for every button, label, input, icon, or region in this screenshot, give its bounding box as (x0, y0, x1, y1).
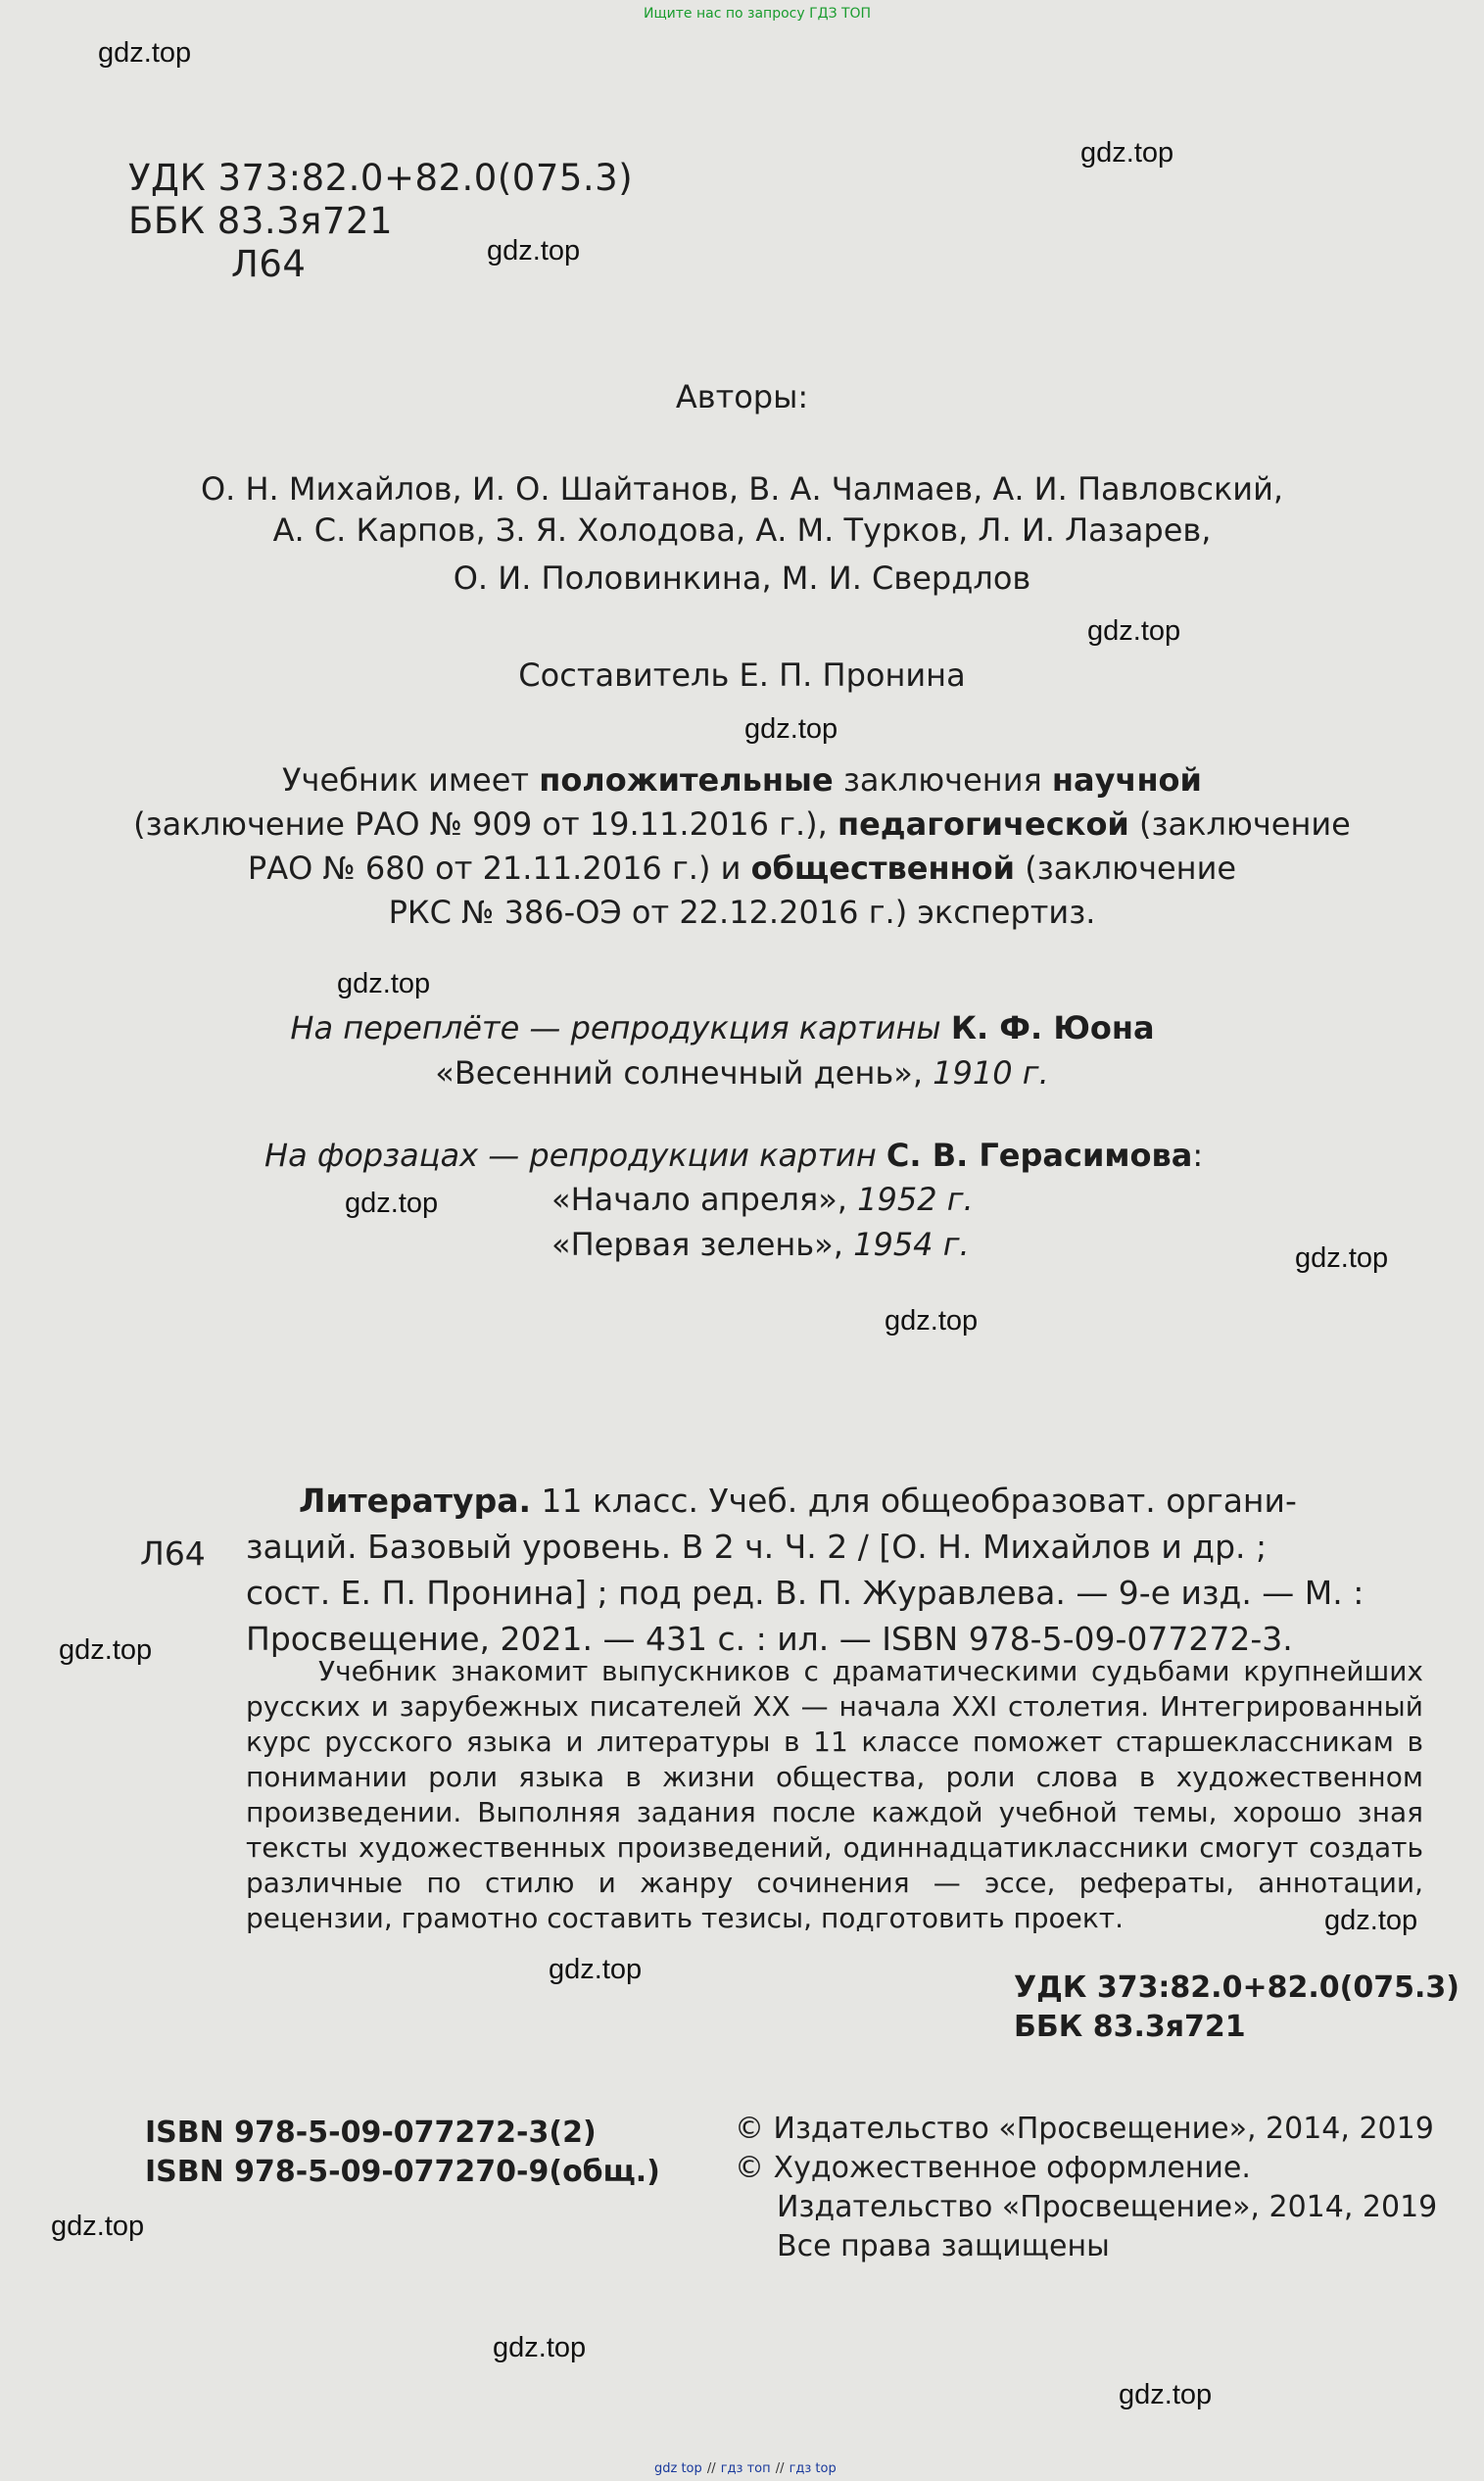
painting-year: 1952 г. (857, 1181, 974, 1218)
cover-artist: К. Ф. Юона (950, 1009, 1155, 1046)
expertise-text: заключения (833, 761, 1052, 799)
painting-title: «Первая зелень», (551, 1226, 854, 1263)
cover-note (0, 1005, 1464, 1050)
cover-year: 1910 г. (933, 1054, 1049, 1092)
watermark: gdz.top (744, 713, 838, 745)
endpapers-text: На форзацах — репродукции картин (264, 1137, 886, 1174)
biblio-line (299, 1478, 1297, 1524)
bbk-code-right: ББК 83.3я721 (1014, 2010, 1246, 2044)
expertise-text: Учебник имеет (282, 761, 540, 799)
udk-code: УДК 373:82.0+82.0(075.3) (128, 157, 634, 199)
biblio-line: сост. Е. П. Пронина] ; под ред. В. П. Журавлева. — 9-е изд. — М. : (246, 1574, 1364, 1612)
watermark: gdz.top (1087, 615, 1181, 647)
expertise-bold: педагогической (837, 805, 1129, 843)
cover-painting: «Весенний солнечный день», (435, 1054, 933, 1092)
expertise-line (0, 802, 1484, 847)
endpapers-note (264, 1133, 1203, 1178)
watermark: gdz.top (1119, 2379, 1213, 2410)
watermark: gdz.top (59, 1634, 153, 1666)
expertise-text: (заключение РАО № 909 от 19.11.2016 г.), (133, 805, 838, 843)
cover-note (0, 1050, 1484, 1095)
footer-link[interactable]: gdz top (654, 2461, 702, 2476)
expertise-bold: общественной (750, 850, 1016, 887)
expertise-text: РАО № 680 от 21.11.2016 г.) и (247, 850, 751, 887)
biblio-code: Л64 (140, 1534, 206, 1573)
expertise-text: (заключение (1015, 850, 1237, 887)
footer-separator: // (706, 2461, 716, 2476)
expertise-text: (заключение (1128, 805, 1351, 843)
footer-link[interactable]: гдз top (789, 2461, 837, 2476)
painting-title: «Начало апреля», (551, 1181, 858, 1218)
isbn-total: ISBN 978-5-09-077270-9(общ.) (145, 2155, 660, 2189)
watermark: gdz.top (487, 235, 581, 267)
copyright-line: © Издательство «Просвещение», 2014, 2019 (735, 2112, 1434, 2146)
bbk-code: ББК 83.3я721 (128, 200, 394, 242)
endpapers-painting (551, 1222, 970, 1267)
endpapers-colon: : (1192, 1137, 1204, 1174)
copyright-line: © Художественное оформление. (735, 2151, 1251, 2185)
biblio-title: Литература. (299, 1482, 531, 1520)
watermark: gdz.top (885, 1305, 979, 1337)
expertise-line (0, 757, 1484, 803)
watermark: gdz.top (337, 968, 431, 999)
watermark: gdz.top (98, 37, 192, 69)
watermark: gdz.top (51, 2211, 145, 2242)
udk-code-right: УДК 373:82.0+82.0(075.3) (1014, 1970, 1460, 2005)
expertise-bold: научной (1051, 761, 1202, 799)
watermark: gdz.top (493, 2332, 587, 2363)
annotation: Учебник знакомит выпускников с драматическими судьбами крупнейших русских и зарубежных писателей XX — начала XXI столетия. Интегрированный курс русского языка и литературы в 11 классе поможет старшеклассникам в понимании роли языка в жизни общества, роли слова в художественном произведении. Выполняя задания после каждой учебной темы, хорошо зная тексты художественных произведений, одиннадцатиклассники смогут создать различные по стилю и жанру сочинения — эссе, рефераты, аннотации, рецензии, грамотно составить тезисы, подготовить проект. (246, 1655, 1423, 1934)
biblio-line: Просвещение, 2021. — 431 с. : ил. — ISBN 978-5-09-077272-3. (246, 1620, 1293, 1658)
biblio-text: 11 класс. Учеб. для общеобразоват. органи- (531, 1482, 1297, 1520)
authors-line: О. И. Половинкина, М. И. Свердлов (453, 559, 1031, 597)
watermark: gdz.top (1080, 137, 1174, 169)
top-banner[interactable]: Ищите нас по запросу ГДЗ ТОП (644, 6, 872, 22)
footer-link[interactable]: гдз топ (720, 2461, 771, 2476)
authors-line: О. Н. Михайлов, И. О. Шайтанов, В. А. Чалмаев, А. И. Павловский, (200, 470, 1284, 508)
footer-links (654, 2457, 837, 2476)
authors-line: А. С. Карпов, З. Я. Холодова, А. М. Турков, Л. И. Лазарев, (272, 511, 1212, 549)
painting-year: 1954 г. (853, 1226, 970, 1263)
watermark: gdz.top (345, 1188, 439, 1219)
expertise-bold: положительные (539, 761, 834, 799)
watermark: gdz.top (549, 1954, 643, 1985)
expertise-line: РКС № 386-ОЭ от 22.12.2016 г.) экспертиз. (388, 894, 1096, 931)
endpapers-artist: С. В. Герасимова (886, 1137, 1193, 1174)
cover-text: На переплёте — репродукция картины (290, 1009, 951, 1046)
watermark: gdz.top (1324, 1905, 1418, 1936)
copyright-line: Издательство «Просвещение», 2014, 2019 (777, 2190, 1438, 2224)
rights-reserved: Все права защищены (777, 2229, 1110, 2263)
author-mark: Л64 (231, 243, 307, 285)
isbn-part: ISBN 978-5-09-077272-3(2) (145, 2116, 597, 2150)
authors-heading: Авторы: (675, 378, 809, 415)
compiler: Составитель Е. П. Пронина (518, 657, 966, 694)
biblio-line: заций. Базовый уровень. В 2 ч. Ч. 2 / [О. Н. Михайлов и др. ; (246, 1528, 1268, 1566)
endpapers-painting (551, 1177, 974, 1222)
expertise-line (0, 846, 1484, 891)
footer-separator: // (775, 2461, 785, 2476)
watermark: gdz.top (1295, 1242, 1389, 1274)
